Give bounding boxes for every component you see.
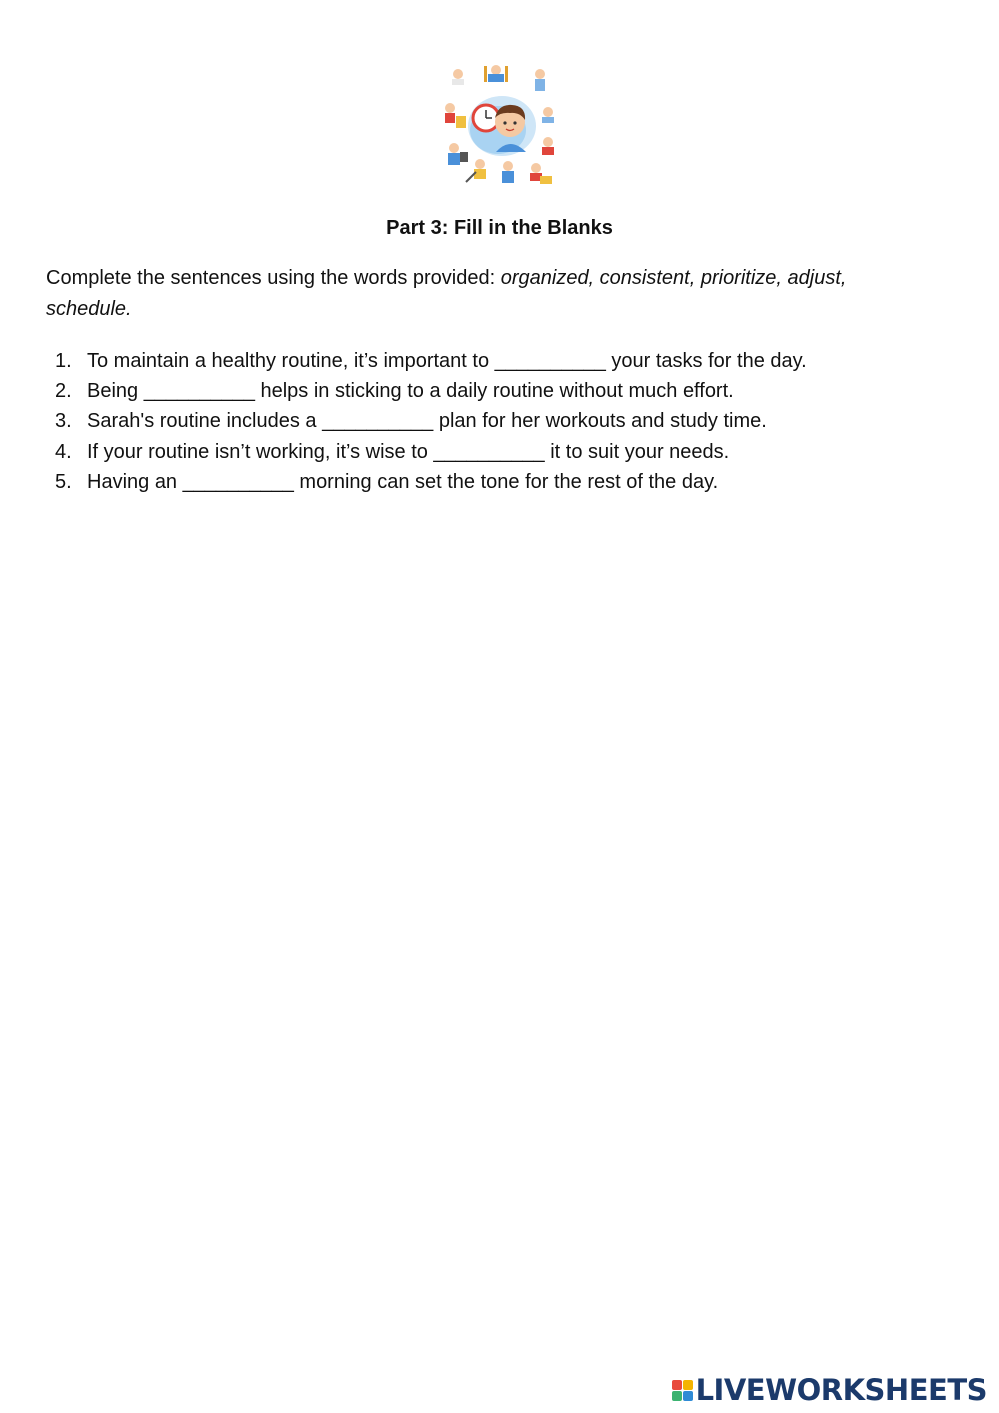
sentence-text: Being __________ helps in sticking to a daily routine without much effort.: [87, 380, 734, 403]
list-item: [46, 376, 946, 406]
item-number: 1.: [55, 350, 72, 372]
sentence-text: To maintain a healthy routine, it’s important to __________ your tasks for the day.: [87, 350, 807, 372]
logo-text: LIVEWORKSHEETS: [695, 1373, 987, 1407]
sentence-text: Sarah's routine includes a __________ plan for her workouts and study time.: [87, 410, 767, 433]
worksheet-title: Part 3: Fill in the Blanks: [386, 217, 613, 239]
list-item: [46, 406, 946, 436]
item-number: 3.: [55, 410, 72, 433]
sentence-list: [46, 346, 946, 497]
instructions: [46, 263, 926, 325]
logo-square: [683, 1391, 693, 1401]
list-item: [46, 437, 946, 467]
daily-routine-illustration: [436, 60, 564, 192]
sentence-text: If your routine isn’t working, it’s wise to __________ it to suit your needs.: [87, 440, 730, 463]
logo-mark-icon: [672, 1380, 693, 1401]
item-number: 4.: [55, 440, 72, 463]
item-number: 2.: [55, 380, 72, 403]
liveworksheets-logo[interactable]: [672, 1372, 987, 1408]
list-item: [46, 467, 946, 497]
sentence-text: Having an __________ morning can set the tone for the rest of the day.: [87, 470, 719, 493]
instructions-text: Complete the sentences using the words provided:: [46, 267, 501, 289]
logo-square: [683, 1380, 693, 1390]
word-bank: organized, consistent, prioritize, adjust, schedule.: [46, 267, 847, 320]
list-item: [46, 346, 946, 376]
logo-square: [672, 1380, 682, 1390]
logo-square: [672, 1391, 682, 1401]
item-number: 5.: [55, 470, 72, 493]
